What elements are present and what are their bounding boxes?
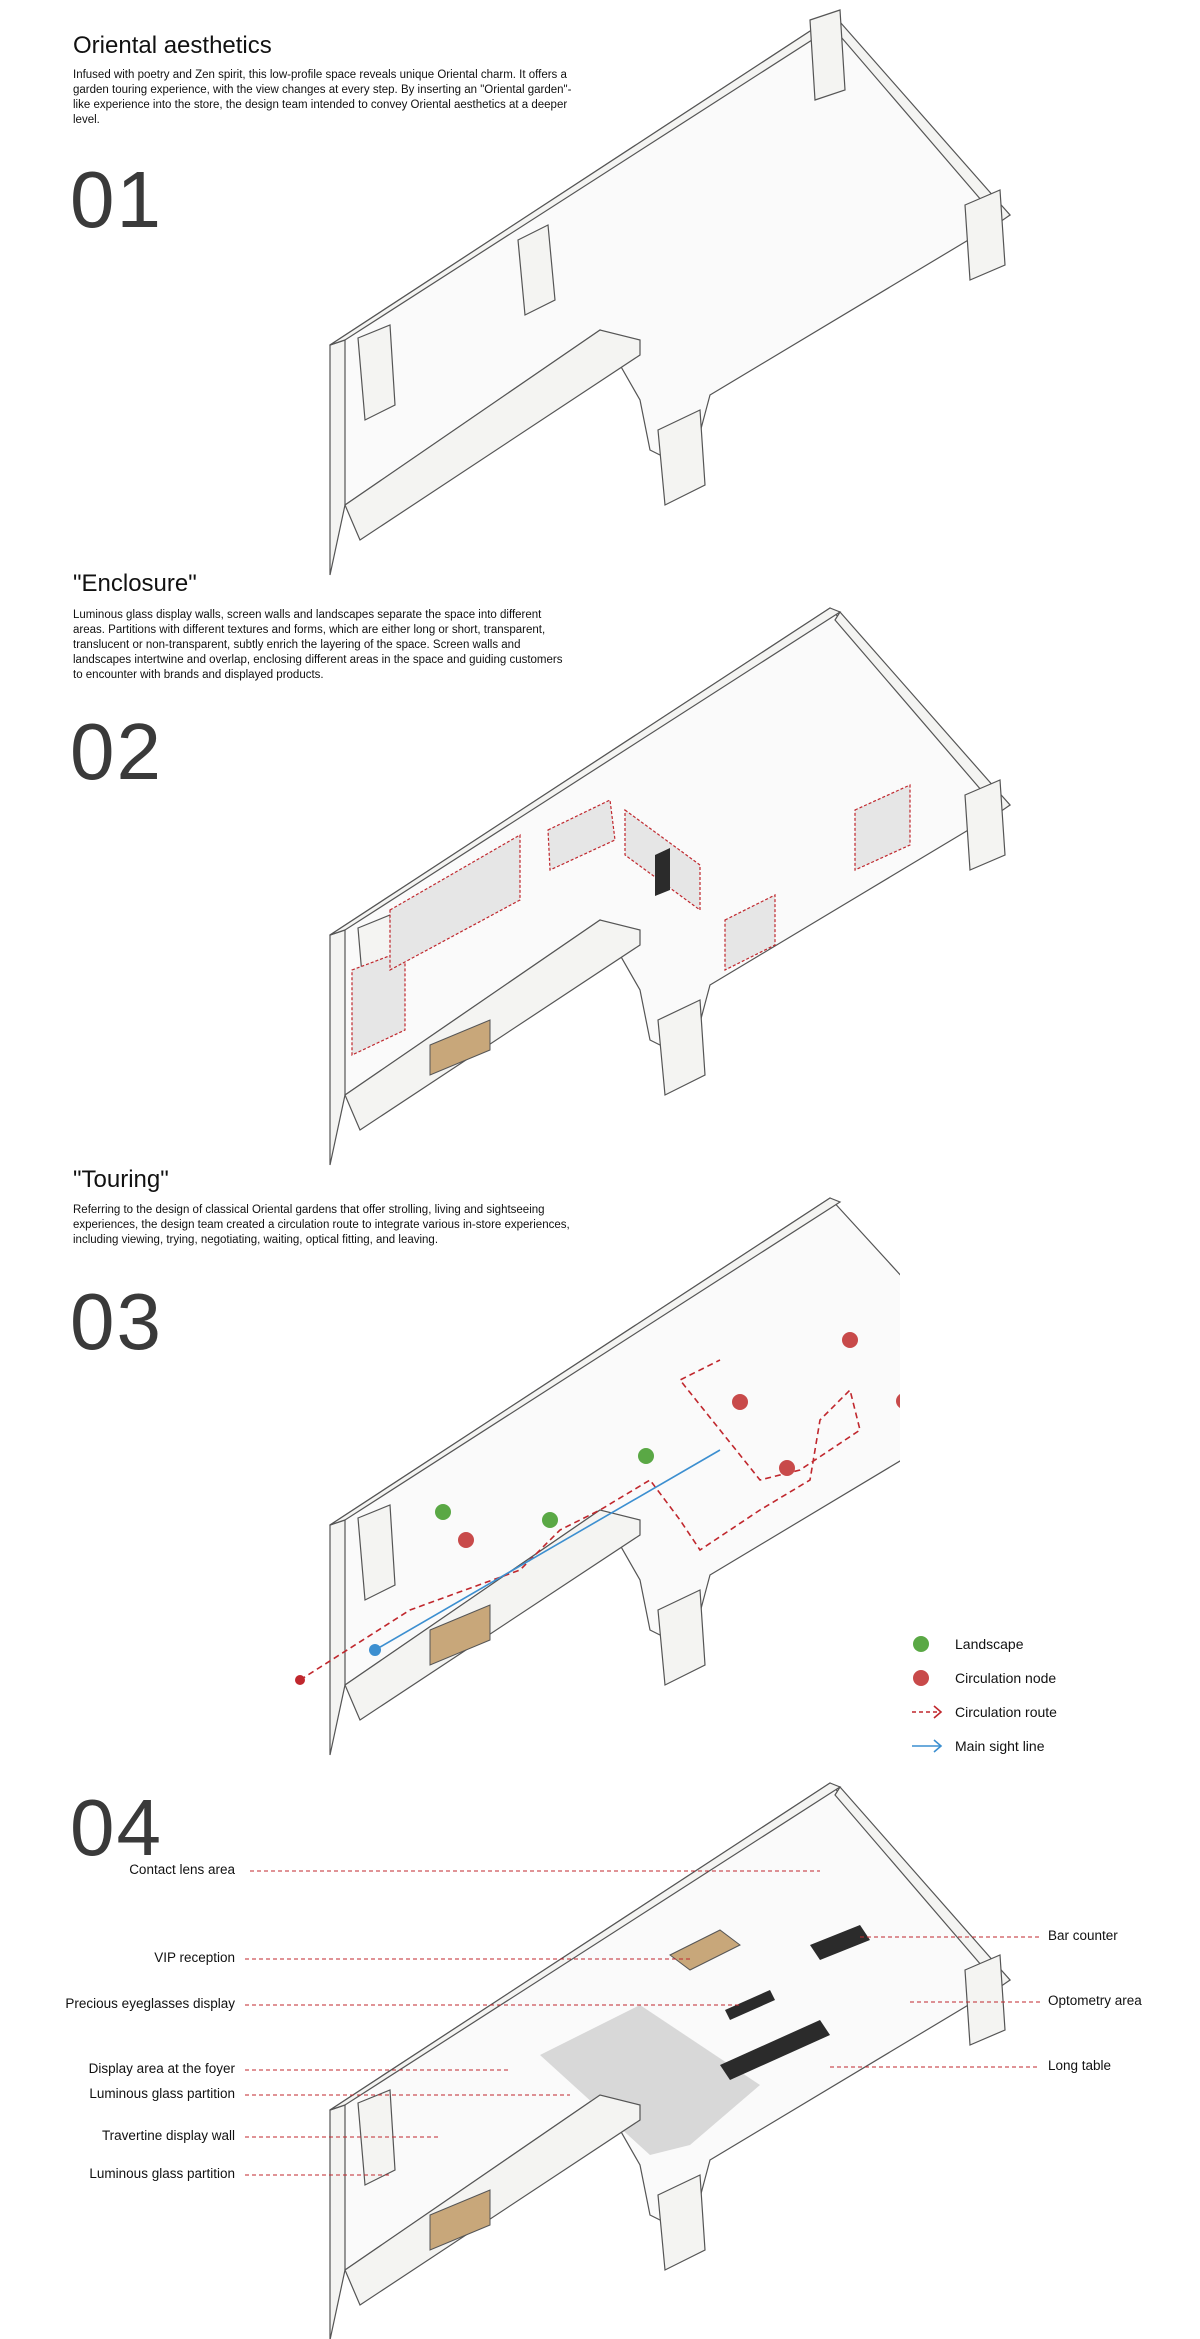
legend: [910, 1632, 1160, 1768]
legend-item-circulation-node: [910, 1666, 1160, 1700]
label-contact-lens-area: Contact lens area: [129, 1862, 235, 1877]
outer-wall-left: [330, 340, 345, 575]
column-4: [965, 780, 1005, 870]
circulation-node-dot-icon: [910, 1668, 946, 1688]
legend-label: Landscape: [955, 1636, 1024, 1652]
circulation-node-4: [842, 1332, 858, 1348]
label-luminous-glass-partition: Luminous glass partition: [89, 2086, 235, 2101]
outer-wall-left: [330, 930, 345, 1165]
label-precious-eyeglasses: Precious eyeglasses display: [65, 1996, 235, 2011]
landscape-dot-icon: [910, 1634, 946, 1654]
label-luminous-glass-partition: Luminous glass partition: [89, 2166, 235, 2181]
circulation-node-2: [732, 1394, 748, 1410]
column-2: [518, 225, 555, 315]
section-description: Referring to the design of classical Oriental gardens that offer strolling, living and sightseeing experiences, the design team created a circulation route to integrate various in-store experiences, including viewing, trying, negotiating, waiting, optical fitting, and leaving.: [73, 1204, 570, 1246]
circulation-node-3: [779, 1460, 795, 1476]
column-4: [965, 1955, 1005, 2045]
section-title: "Enclosure": [73, 570, 197, 597]
axonometric-plan-03: [0, 1180, 900, 1770]
outer-wall-left: [330, 1520, 345, 1755]
landscape-node-1: [435, 1504, 451, 1520]
section-description: Infused with poetry and Zen spirit, this low-profile space reveals unique Oriental charm. It offers a garden touring experience, with the view changes at every step. By inserting an "Oriental garden"-like experience into the store, the design team intended to convey Oriental aesthetics at a deeper level.: [73, 69, 572, 126]
circulation-node-1: [458, 1532, 474, 1548]
outer-wall-left: [330, 2105, 345, 2339]
column-1: [358, 1505, 395, 1600]
label-vip-reception: VIP reception: [154, 1950, 235, 1965]
section-title: Oriental aesthetics: [73, 32, 272, 59]
label-optometry-area: Optometry area: [1048, 1993, 1142, 2008]
legend-label: Circulation node: [955, 1670, 1057, 1686]
column-1: [358, 325, 395, 420]
section-number: 04: [70, 1783, 163, 1872]
column-4: [965, 190, 1005, 280]
column-5: [810, 10, 845, 100]
section-number: 03: [70, 1277, 163, 1366]
section-description: Luminous glass display walls, screen walls and landscapes separate the space into different areas. Partitions with different textures and forms, which are either long or short, transparent, translucent or non-transparent, subtly enrich the layering of the space. Screen walls and landscapes intertwine and overlap, enclosing different areas in the space and guiding customers to encounter with brands and displayed products.: [73, 609, 563, 681]
floor-slab: [330, 1198, 900, 1685]
section-title: "Touring": [73, 1166, 169, 1193]
legend-item-landscape: [910, 1632, 1160, 1666]
section-number: 01: [70, 155, 163, 244]
sight-line-origin-node: [369, 1644, 381, 1656]
axonometric-plan-01: [0, 0, 1200, 580]
dashed-arrow-icon: [910, 1702, 946, 1722]
dark-pillar: [655, 848, 670, 896]
axonometric-plan-04: [0, 1765, 1200, 2339]
blue-arrow-icon: [910, 1736, 946, 1756]
circulation-entry-node: [295, 1675, 305, 1685]
label-long-table: Long table: [1048, 2058, 1112, 2073]
landscape-node-3: [638, 1448, 654, 1464]
label-bar-counter: Bar counter: [1048, 1928, 1118, 1943]
column-1: [358, 2090, 395, 2185]
label-display-foyer: Display area at the foyer: [88, 2061, 235, 2076]
legend-label: Main sight line: [955, 1738, 1045, 1754]
legend-item-circulation-route: [910, 1700, 1160, 1734]
legend-item-main-sight-line: [910, 1734, 1160, 1768]
landscape-node-2: [542, 1512, 558, 1528]
legend-label: Circulation route: [955, 1704, 1057, 1720]
section-number: 02: [70, 707, 163, 796]
axonometric-plan-02: [0, 590, 1200, 1180]
label-travertine-display-wall: Travertine display wall: [101, 2128, 235, 2143]
